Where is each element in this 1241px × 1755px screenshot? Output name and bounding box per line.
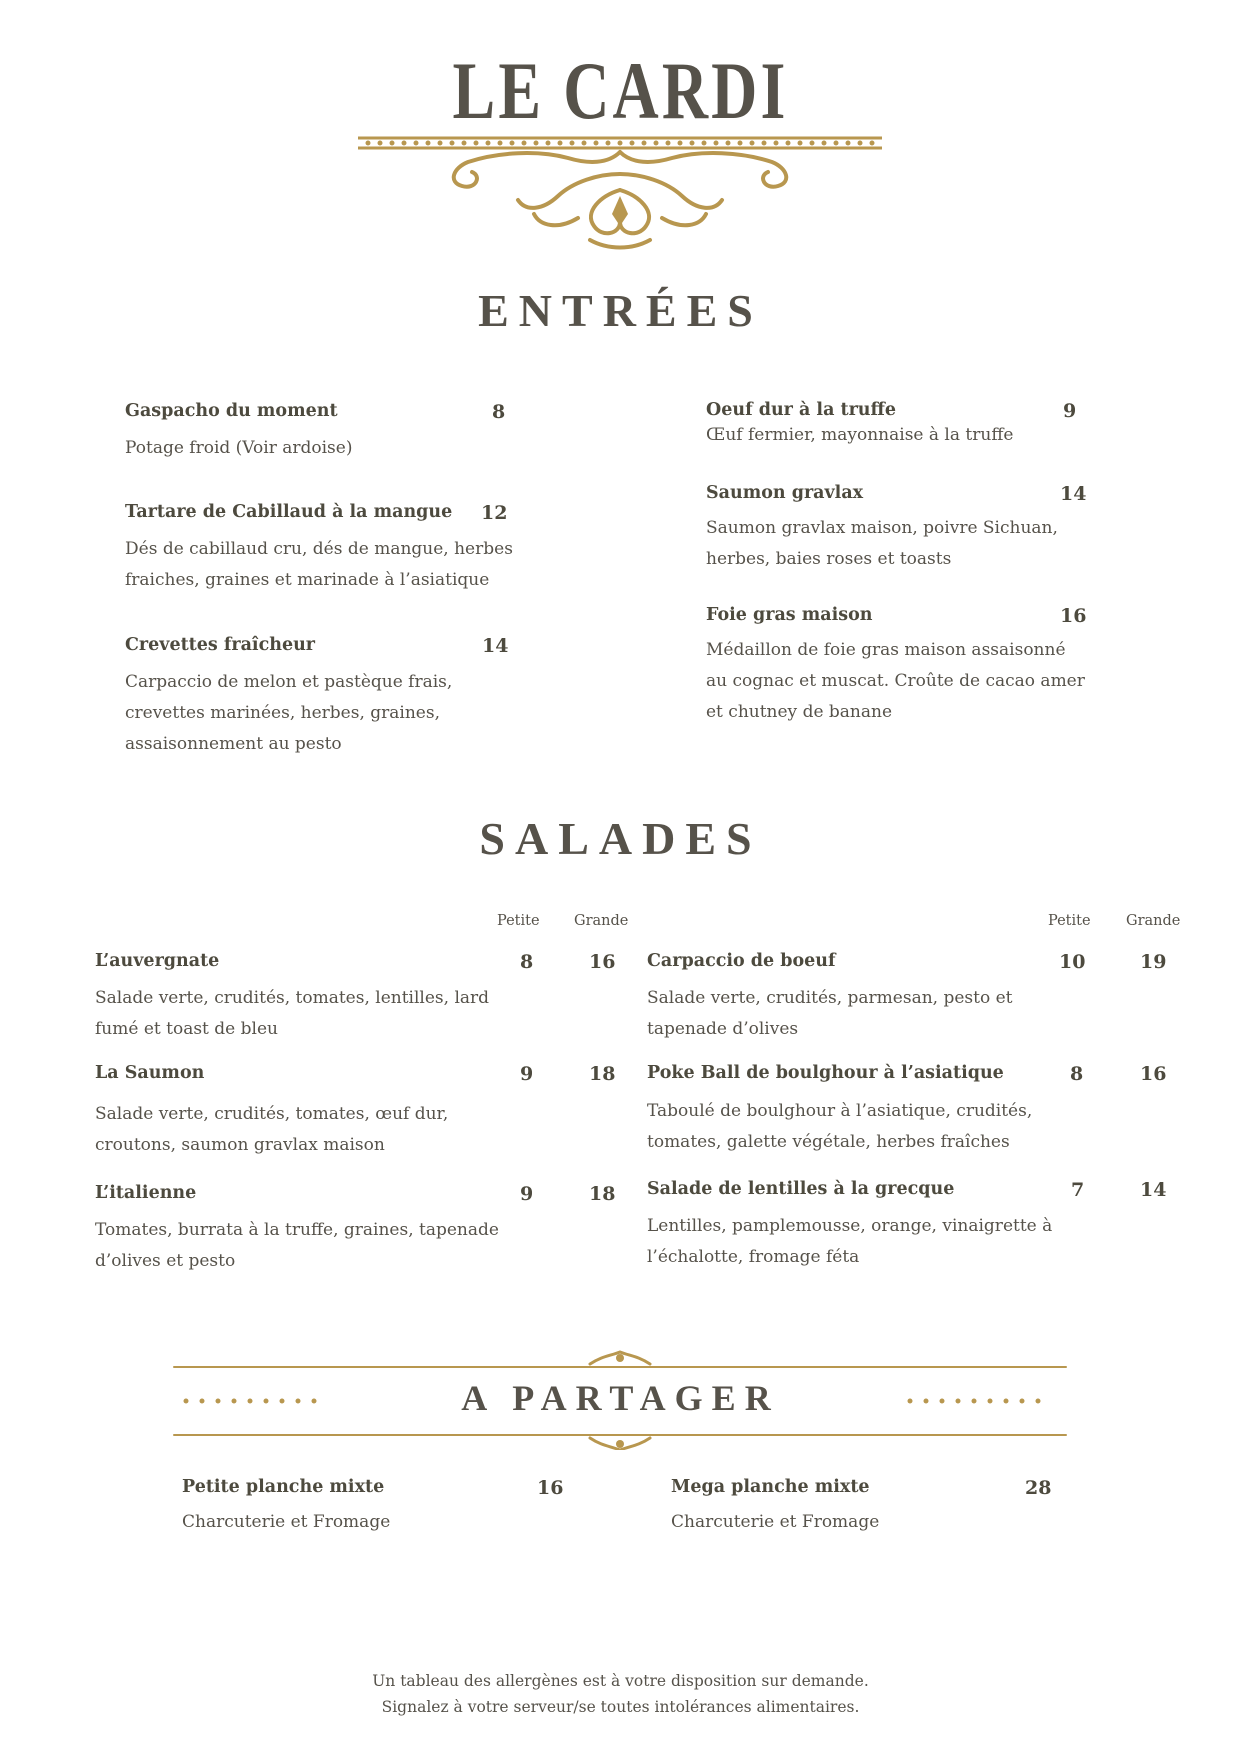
salade-price-grande: 19 [1140, 951, 1167, 973]
salade-desc: Salade verte, crudités, parmesan, pesto et tapenade d’olives [647, 988, 1013, 1039]
entree-name: Foie gras maison [706, 605, 873, 625]
entree-name: Tartare de Cabillaud à la mangue [125, 502, 453, 522]
salade-price-petite: 7 [1071, 1179, 1085, 1201]
entree-price: 12 [481, 502, 508, 524]
entree-desc: Saumon gravlax maison, poivre Sichuan, herbes, baies roses et toasts [706, 518, 1058, 569]
entree-name: Saumon gravlax [706, 483, 864, 503]
entree-desc: Potage froid (Voir ardoise) [125, 438, 353, 458]
salade-name: Poke Ball de boulghour à l’asiatique [647, 1063, 1004, 1083]
salade-price-grande: 18 [589, 1183, 616, 1205]
salade-desc: Lentilles, pamplemousse, orange, vinaigrette à l’échalotte, fromage féta [647, 1216, 1053, 1267]
allergen-notice [0, 1668, 1241, 1720]
entree-name: Gaspacho du moment [125, 401, 338, 421]
salade-desc: Tomates, burrata à la truffe, graines, tapenade d’olives et pesto [95, 1220, 499, 1271]
partager-desc: Charcuterie et Fromage [671, 1512, 880, 1532]
salade-price-grande: 16 [1140, 1063, 1167, 1085]
partager-name: Mega planche mixte [671, 1477, 870, 1497]
entrees-heading: ENTRÉES [478, 285, 763, 336]
entree-price: 8 [492, 401, 506, 423]
salade-name: Carpaccio de boeuf [647, 951, 836, 971]
entree-desc: Carpaccio de melon et pastèque frais, crevettes marinées, herbes, graines, assaisonnement au pesto [125, 672, 453, 754]
salade-desc: Taboulé de boulghour à l’asiatique, crudités, tomates, galette végétale, herbes fraîches [647, 1101, 1033, 1152]
entree-name: Crevettes fraîcheur [125, 635, 316, 655]
entree-price: 14 [1060, 483, 1087, 505]
partager-heading: A PARTAGER [461, 1378, 780, 1418]
col-petite-label: Petite [1048, 913, 1091, 929]
partager-desc: Charcuterie et Fromage [182, 1512, 391, 1532]
salade-price-petite: 9 [520, 1063, 534, 1085]
salade-price-petite: 8 [1070, 1063, 1084, 1085]
salade-price-grande: 18 [589, 1063, 616, 1085]
entree-desc: Médaillon de foie gras maison assaisonné au cognac et muscat. Croûte de cacao amer et chutney de banane [706, 640, 1085, 722]
salade-desc: Salade verte, crudités, tomates, œuf dur, croutons, saumon gravlax maison [95, 1104, 449, 1155]
restaurant-title: LE CARDI [452, 45, 789, 136]
entree-price: 14 [482, 635, 509, 657]
salade-name: L’auvergnate [95, 951, 220, 971]
salade-price-grande: 14 [1140, 1179, 1167, 1201]
salade-name: L’italienne [95, 1183, 197, 1203]
partager-price: 16 [537, 1477, 564, 1499]
allergen-notice-line1: Un tableau des allergènes est à votre disposition sur demande. [372, 1672, 869, 1690]
col-grande-label: Grande [574, 913, 629, 929]
salade-price-grande: 16 [589, 951, 616, 973]
entree-name: Oeuf dur à la truffe [706, 400, 897, 420]
entree-desc: Dés de cabillaud cru, dés de mangue, herbes fraiches, graines et marinade à l’asiatique [125, 539, 513, 590]
partager-name: Petite planche mixte [182, 1477, 385, 1497]
salade-price-petite: 8 [520, 951, 534, 973]
salade-name: La Saumon [95, 1063, 205, 1083]
entree-desc: Œuf fermier, mayonnaise à la truffe [706, 425, 1014, 445]
col-petite-label: Petite [497, 913, 540, 929]
entree-price: 16 [1060, 605, 1087, 627]
salade-desc: Salade verte, crudités, tomates, lentilles, lard fumé et toast de bleu [95, 988, 490, 1039]
entree-price: 9 [1063, 400, 1077, 422]
flourish-ornament-icon [358, 134, 882, 254]
salades-heading: SALADES [479, 813, 762, 864]
col-grande-label: Grande [1126, 913, 1181, 929]
partager-price: 28 [1025, 1477, 1052, 1499]
salade-name: Salade de lentilles à la grecque [647, 1179, 955, 1199]
salade-price-petite: 10 [1059, 951, 1086, 973]
allergen-notice-line2: Signalez à votre serveur/se toutes intolérances alimentaires. [381, 1698, 860, 1716]
salade-price-petite: 9 [520, 1183, 534, 1205]
